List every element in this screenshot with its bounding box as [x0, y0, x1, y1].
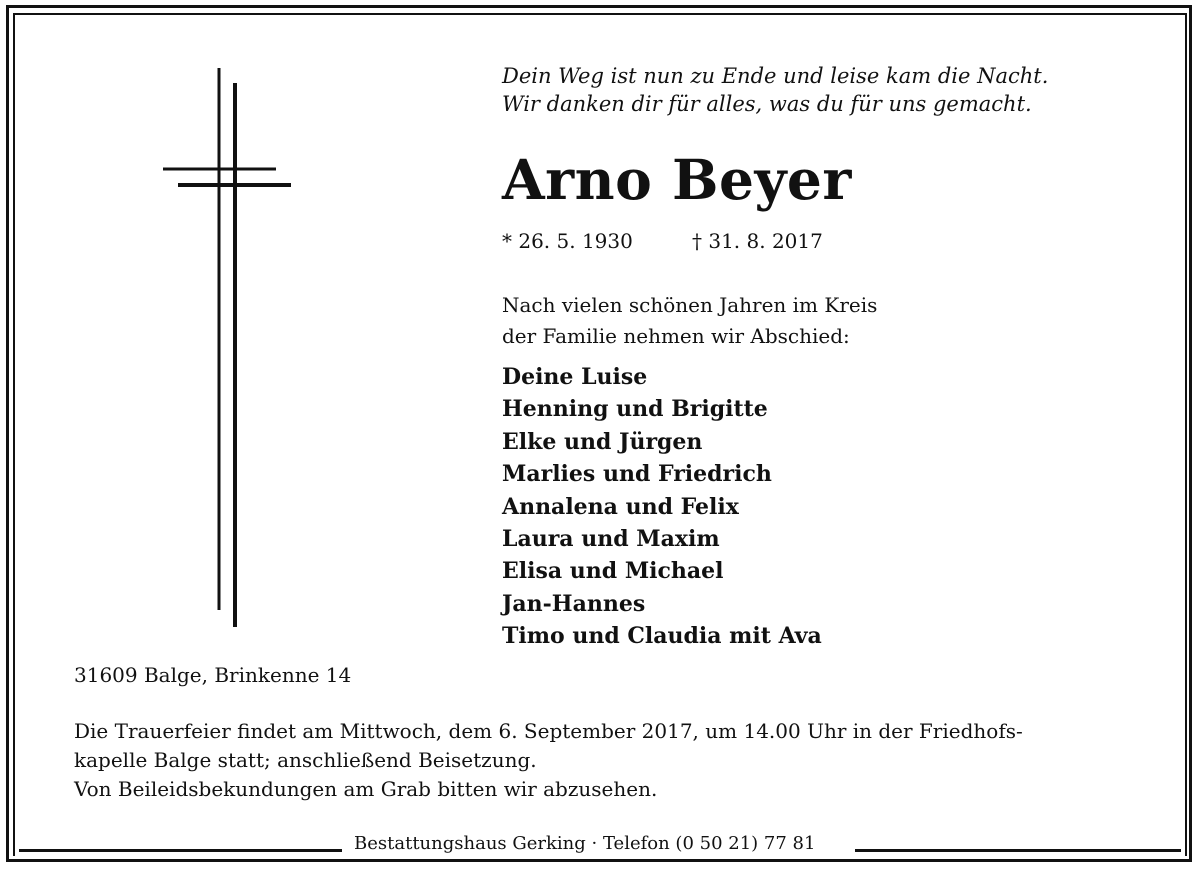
- funeral-service-notice: [74, 717, 1023, 804]
- motto-line: Wir danken dir für alles, was du für uns gemacht.: [502, 92, 1032, 116]
- farewell-line: der Familie nehmen wir Abschied:: [502, 324, 850, 348]
- mourner-name: Elisa und Michael: [502, 558, 724, 585]
- service-line: Von Beileidsbekundungen am Grab bitten wir abzusehen.: [74, 777, 658, 801]
- mourner-name: Marlies und Friedrich: [502, 461, 772, 488]
- mourner-name: Deine Luise: [502, 364, 648, 390]
- service-line: kapelle Balge statt; anschließend Beisetzung.: [74, 748, 537, 772]
- birth-date: * 26. 5. 1930: [502, 229, 633, 253]
- mourners-list: [502, 361, 822, 653]
- mourner-name: Annalena und Felix: [502, 493, 739, 520]
- mourner-name: Jan-Hannes: [502, 590, 646, 617]
- funeral-home-footer: Bestattungshaus Gerking · Telefon (0 50 21) 77 81: [354, 833, 816, 854]
- footer-rule-right: [855, 849, 1181, 852]
- mourner-name: Timo und Claudia mit Ava: [502, 623, 822, 650]
- farewell-line: Nach vielen schönen Jahren im Kreis: [502, 293, 878, 317]
- family-address: 31609 Balge, Brinkenne 14: [74, 663, 352, 687]
- motto-line: Dein Weg ist nun zu Ende und leise kam die Nacht.: [502, 64, 1049, 88]
- mourner-name: Henning und Brigitte: [502, 396, 768, 423]
- footer-rule-left: [19, 849, 342, 852]
- farewell-text: [502, 290, 877, 352]
- motto-verse: [502, 62, 1048, 118]
- death-date: † 31. 8. 2017: [692, 229, 823, 253]
- deceased-name: Arno Beyer: [502, 147, 852, 212]
- mourner-name: Elke und Jürgen: [502, 428, 703, 455]
- mourner-name: Laura und Maxim: [502, 525, 720, 552]
- service-line: Die Trauerfeier findet am Mittwoch, dem 6. September 2017, um 14.00 Uhr in der Friedhofs-: [74, 719, 1023, 743]
